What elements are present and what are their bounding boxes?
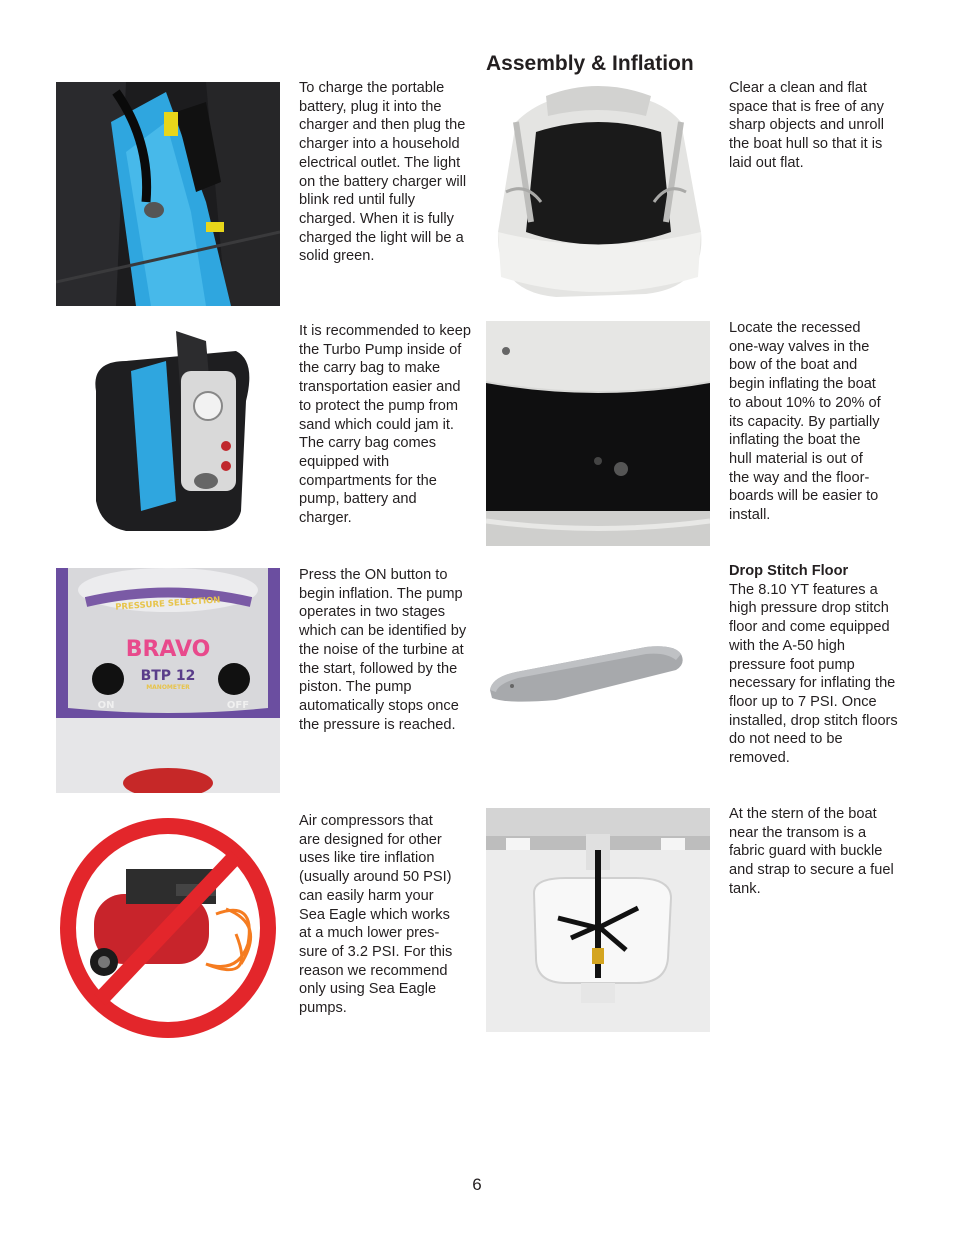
pump-off-button (218, 663, 250, 695)
drop-stitch-floor-block (729, 562, 901, 768)
page-number: 6 (472, 1175, 482, 1194)
clear-space-text: Clear a clean and flat space that is free of any sharp objects and unroll the boat hull so that it is laid out flat. (729, 80, 884, 171)
manometer-label: MANOMETER (146, 684, 190, 691)
valves-text-line: the way and the floor- (729, 469, 870, 486)
air-compressor-text-line: uses like tire inflation (299, 850, 435, 867)
drop-stitch-floor-text: The 8.10 YT features a high pressure drop stitch floor and come equipped with the A-50 high pressure foot pump necessary for inflating the floor up to 7 PSI. Once installed, drop stitch floors do not need to be removed. (729, 581, 898, 767)
valves-text-line: hull material is out of (729, 450, 863, 467)
no-air-compressor-photo (56, 814, 280, 1042)
air-compressor-text-line: are designed for other (299, 831, 442, 848)
valves-text-line: inflating the boat the (729, 432, 861, 449)
battery-charging-text: To charge the portable battery, plug it into the charger and then plug the charger into a household electrical outlet. The light on the battery charger will blink red until fully charged. When it is fully charged the light will be a solid green. (299, 80, 467, 265)
air-compressor-text-line: at a much lower pres- (299, 925, 440, 942)
air-compressor-text-line: reason we recommend (299, 962, 448, 979)
boat-hull-photo (486, 82, 710, 306)
drop-stitch-floor-heading: Drop Stitch Floor (729, 563, 849, 579)
valves-text-line: one-way valves in the (729, 338, 870, 355)
fuel-tank-guard-photo (486, 808, 710, 1032)
air-compressor-text-line: can easily harm your (299, 887, 434, 904)
bow-valves-photo (486, 321, 710, 546)
pump-carry-bag-photo (56, 321, 280, 545)
drop-stitch-floor-photo (486, 632, 710, 712)
air-compressor-text (299, 812, 471, 1018)
air-compressor-text-line: sure of 3.2 PSI. For this (299, 943, 453, 960)
valves-text-line: bow of the boat and (729, 357, 858, 374)
off-label: OFF (226, 700, 250, 711)
air-compressor-text-line: Sea Eagle which works (299, 906, 450, 923)
pump-on-button (92, 663, 124, 695)
carry-bag-text: It is recommended to keep the Turbo Pump inside of the carry bag to make transportation easier and to protect the pump from sand which could jam it. The carry bag comes equipped with compartments for the pump, battery and charger. (299, 323, 471, 527)
on-label: ON (97, 700, 115, 711)
air-compressor-text-line: only using Sea Eagle (299, 981, 437, 998)
fuel-tank-guard-text: At the stern of the boat near the transom is a fabric guard with buckle and strap to secure a fuel tank. (729, 806, 894, 897)
air-compressor-text-line: pumps. (299, 1000, 347, 1017)
air-compressor-text-line: (usually around 50 PSI) (299, 869, 452, 886)
valves-text-line: to about 10% to 20% of (729, 394, 881, 411)
pressure-selection-label: PRESSURE SELECTION (114, 595, 221, 613)
valves-text-line: its capacity. By partially (729, 413, 880, 430)
model-label: BTP 12 (140, 668, 196, 684)
valves-text-line: boards will be easier to (729, 488, 879, 505)
valves-text (729, 319, 901, 525)
bravo-logo: BRAVO (125, 637, 211, 662)
on-button-text: Press the ON button to begin inflation. The pump operates in two stages which can be identified by the noise of the turbine at the start, followed by the piston. The pump automatically stops once the pressure is reached. (299, 567, 467, 733)
pump-control-panel-photo (56, 568, 280, 793)
valves-text-line: begin inflating the boat (729, 376, 876, 393)
air-compressor-text-line: Air compressors that (299, 813, 433, 829)
valves-text-line: Locate the recessed (729, 320, 861, 336)
battery-charger-photo (56, 82, 280, 306)
valves-text-line: install. (729, 507, 771, 524)
page-title: Assembly & Inflation (486, 52, 694, 75)
